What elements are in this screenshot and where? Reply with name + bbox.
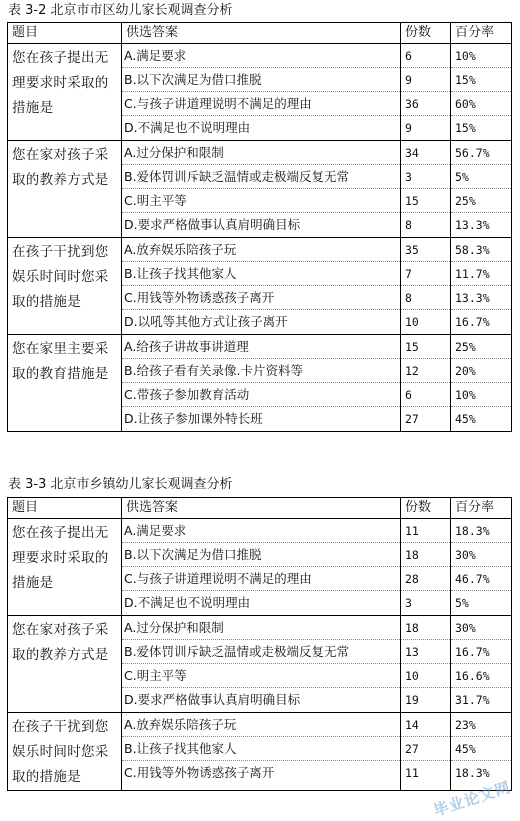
table2-header-row xyxy=(8,498,512,519)
option-cell xyxy=(122,616,401,713)
option-text: B.给孩子看有关录像.卡片资料等 xyxy=(122,359,400,383)
percent-value: 10% xyxy=(451,383,511,407)
option-text: D.让孩子参加课外特长班 xyxy=(124,411,263,426)
option-text: D.要求严格做事认真肩明确目标 xyxy=(124,692,301,707)
header-percent: 百分率 xyxy=(451,23,512,44)
option-text: A.给孩子讲故事讲道理 xyxy=(122,335,400,359)
percent-value: 16.7% xyxy=(451,640,511,664)
option-text: A.放弃娱乐陪孩子玩 xyxy=(122,238,400,262)
count-cell xyxy=(401,141,451,238)
question-cell: 您在孩子提出无理要求时采取的措施是 xyxy=(8,519,122,616)
count-value: 8 xyxy=(401,286,450,310)
option-cell xyxy=(122,519,401,616)
count-value: 9 xyxy=(401,68,450,92)
percent-value: 46.7% xyxy=(451,567,511,591)
option-text: B.爱体罚训斥缺乏温情或走极端反复无常 xyxy=(122,165,400,189)
option-cell xyxy=(122,713,401,791)
question-group-row xyxy=(8,616,512,713)
percent-value: 16.6% xyxy=(451,664,511,688)
percent-value: 11.7% xyxy=(451,262,511,286)
table1-body xyxy=(8,23,512,432)
table1-caption: 表 3-2 北京市市区幼儿家长观调查分析 xyxy=(8,3,233,18)
option-text: D.以吼等其他方式让孩子离开 xyxy=(124,314,288,329)
header-question: 题目 xyxy=(8,498,122,519)
table2-body xyxy=(8,498,512,791)
percent-cell xyxy=(451,238,512,335)
option-cell xyxy=(122,141,401,238)
count-value: 28 xyxy=(401,567,450,591)
percent-value: 60% xyxy=(451,92,511,116)
question-group-row xyxy=(8,713,512,791)
header-options: 供选答案 xyxy=(122,23,401,44)
question-cell: 在孩子干扰到您娱乐时间时您采取的措施是 xyxy=(8,713,122,791)
question-cell: 您在家里主要采取的教育措施是 xyxy=(8,335,122,432)
percent-value: 13.3% xyxy=(451,286,511,310)
header-count: 份数 xyxy=(401,498,451,519)
option-text: B.让孩子找其他家人 xyxy=(122,737,400,761)
count-cell xyxy=(401,44,451,141)
question-group-row xyxy=(8,335,512,432)
option-text: A.放弃娱乐陪孩子玩 xyxy=(122,713,400,737)
option-text: C.与孩子讲道理说明不满足的理由 xyxy=(122,567,400,591)
percent-cell xyxy=(451,44,512,141)
percent-cell xyxy=(451,141,512,238)
header-question: 题目 xyxy=(8,23,122,44)
option-text: B.让孩子找其他家人 xyxy=(122,262,400,286)
count-value: 6 xyxy=(401,383,450,407)
count-value: 15 xyxy=(401,189,450,213)
count-value: 36 xyxy=(401,92,450,116)
option-cell xyxy=(122,44,401,141)
count-cell xyxy=(401,616,451,713)
header-count: 份数 xyxy=(401,23,451,44)
percent-value: 18.3% xyxy=(451,519,511,543)
percent-value: 20% xyxy=(451,359,511,383)
count-value: 9 xyxy=(405,121,412,135)
option-text: C.与孩子讲道理说明不满足的理由 xyxy=(122,92,400,116)
option-text: A.满足要求 xyxy=(122,44,400,68)
watermark: 毕业论文网 xyxy=(431,778,513,820)
option-text: C.明主平等 xyxy=(122,664,400,688)
count-value: 3 xyxy=(405,596,412,610)
percent-value: 18.3% xyxy=(455,766,490,780)
count-value: 11 xyxy=(401,519,450,543)
table1 xyxy=(7,22,512,432)
table2 xyxy=(7,497,512,791)
option-text: A.过分保护和限制 xyxy=(122,141,400,165)
percent-cell xyxy=(451,519,512,616)
header-percent: 百分率 xyxy=(451,498,512,519)
question-group-row xyxy=(8,141,512,238)
percent-value: 15% xyxy=(451,68,511,92)
count-value: 18 xyxy=(401,543,450,567)
count-value: 19 xyxy=(405,693,419,707)
percent-value: 45% xyxy=(451,737,511,761)
option-text: B.爱体罚训斥缺乏温情或走极端反复无常 xyxy=(122,640,400,664)
option-text: B.以下次满足为借口推脱 xyxy=(122,543,400,567)
table1-header-row xyxy=(8,23,512,44)
count-value: 34 xyxy=(401,141,450,165)
percent-value: 25% xyxy=(451,189,511,213)
percent-cell xyxy=(451,616,512,713)
question-cell: 您在家对孩子采取的教养方式是 xyxy=(8,141,122,238)
percent-value: 23% xyxy=(451,713,511,737)
percent-value: 10% xyxy=(451,44,511,68)
count-cell xyxy=(401,713,451,791)
table2-caption: 表 3-3 北京市乡镇幼儿家长观调查分析 xyxy=(8,477,233,492)
option-cell xyxy=(122,335,401,432)
percent-value: 16.7% xyxy=(455,315,490,329)
count-value: 8 xyxy=(405,218,412,232)
option-text: D.不满足也不说明理由 xyxy=(124,120,251,135)
count-value: 10 xyxy=(405,315,419,329)
count-value: 7 xyxy=(401,262,450,286)
percent-value: 30% xyxy=(451,543,511,567)
count-value: 10 xyxy=(401,664,450,688)
question-cell: 在孩子干扰到您娱乐时间时您采取的措施是 xyxy=(8,238,122,335)
count-value: 12 xyxy=(401,359,450,383)
question-group-row xyxy=(8,519,512,616)
percent-value: 31.7% xyxy=(455,693,490,707)
count-value: 27 xyxy=(401,737,450,761)
percent-value: 15% xyxy=(455,121,476,135)
count-value: 6 xyxy=(401,44,450,68)
header-options: 供选答案 xyxy=(122,498,401,519)
option-text: C.用钱等外物诱惑孩子离开 xyxy=(122,286,400,310)
option-text: D.要求严格做事认真肩明确目标 xyxy=(124,217,301,232)
percent-value: 5% xyxy=(455,596,469,610)
percent-value: 58.3% xyxy=(451,238,511,262)
count-value: 27 xyxy=(405,412,419,426)
question-cell: 您在孩子提出无理要求时采取的措施是 xyxy=(8,44,122,141)
count-value: 14 xyxy=(401,713,450,737)
count-value: 18 xyxy=(401,616,450,640)
option-cell xyxy=(122,238,401,335)
option-text: D.不满足也不说明理由 xyxy=(124,595,251,610)
percent-value: 13.3% xyxy=(455,218,490,232)
option-text: A.过分保护和限制 xyxy=(122,616,400,640)
percent-value: 56.7% xyxy=(451,141,511,165)
count-value: 11 xyxy=(405,766,419,780)
question-group-row xyxy=(8,44,512,141)
percent-value: 25% xyxy=(451,335,511,359)
count-value: 3 xyxy=(401,165,450,189)
option-text: B.以下次满足为借口推脱 xyxy=(122,68,400,92)
option-text: C.用钱等外物诱惑孩子离开 xyxy=(124,765,275,780)
option-text: C.明主平等 xyxy=(122,189,400,213)
count-value: 13 xyxy=(401,640,450,664)
percent-value: 30% xyxy=(451,616,511,640)
option-text: C.带孩子参加教育活动 xyxy=(122,383,400,407)
percent-value: 5% xyxy=(451,165,511,189)
count-value: 35 xyxy=(401,238,450,262)
count-cell xyxy=(401,238,451,335)
option-text: A.满足要求 xyxy=(122,519,400,543)
percent-cell xyxy=(451,335,512,432)
percent-value: 45% xyxy=(455,412,476,426)
question-group-row xyxy=(8,238,512,335)
count-cell xyxy=(401,335,451,432)
count-cell xyxy=(401,519,451,616)
count-value: 15 xyxy=(401,335,450,359)
question-cell: 您在家对孩子采取的教养方式是 xyxy=(8,616,122,713)
